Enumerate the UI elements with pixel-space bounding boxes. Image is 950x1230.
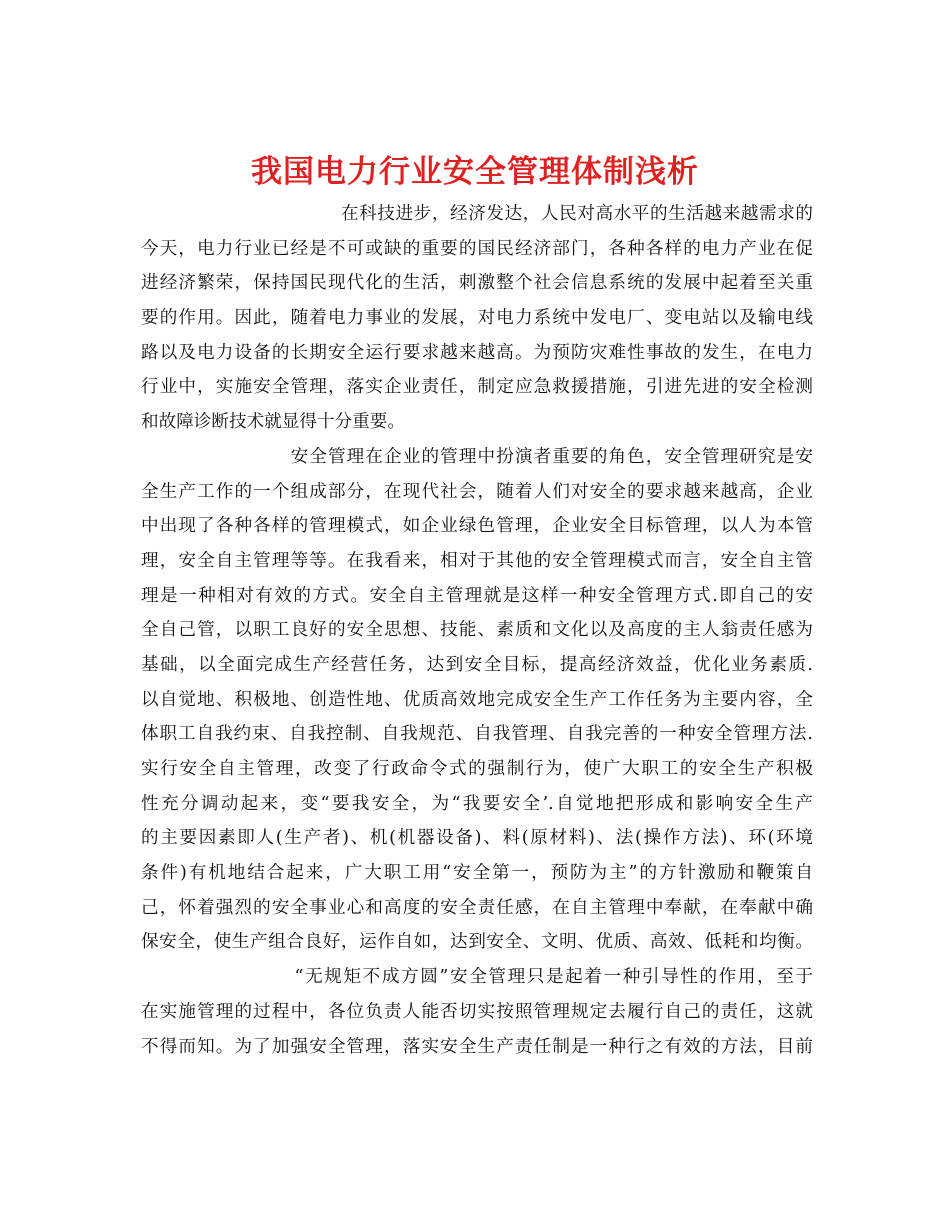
text-line: 进经济繁荣，保持国民现代化的生活，刺激整个社会信息系统的发展中起着至关重 [141,273,813,294]
text-line: 要的作用。因此，随着电力事业的发展，对电力系统中发电厂、变电站以及输电线 [141,308,813,329]
text-line: 不得而知。为了加强安全管理，落实安全生产责任制是一种行之有效的方法，目前 [141,1036,813,1057]
text-line: “无规矩不成方圆”安全管理只是起着一种引导性的作用，至于 [141,967,813,988]
text-line: 在科技进步，经济发达，人民对高水平的生活越来越需求的 [141,204,813,224]
text-line: 今天，电力行业已经是不可或缺的重要的国民经济部门，各种各样的电力产业在促 [141,238,813,259]
text-line: 体职工自我约束、自我控制、自我规范、自我管理、自我完善的一种安全管理方法. [141,724,813,745]
text-line: 保安全，使生产组合良好，运作自如，达到安全、文明、优质、高效、低耗和均衡。 [141,932,813,953]
text-line: 和故障诊断技术就显得十分重要。 [141,412,405,433]
text-line: 以自觉地、积极地、创造性地、优质高效地完成安全生产工作任务为主要内容，全 [141,689,813,710]
text-line: 性充分调动起来，变“要我安全，为“我要安全’.自觉地把形成和影响安全生产 [141,793,813,814]
body-text [141,197,813,1064]
text-line: 理是一种相对有效的方式。安全自主管理就是这样一种安全管理方式.即自己的安 [141,585,813,606]
text-line: 基础，以全面完成生产经营任务，达到安全目标，提高经济效益，优化业务素质. [141,654,813,675]
text-line: 全生产工作的一个组成部分，在现代社会，随着人们对安全的要求越来越高，企业 [141,481,813,502]
text-line: 条件)有机地结合起来，广大职工用“安全第一，预防为主”的方针激励和鞭策自 [141,863,813,884]
text-line: 行业中，实施安全管理，落实企业责任，制定应急救援措施，引进先进的安全检测 [141,377,813,398]
text-line: 全自己管，以职工良好的安全思想、技能、素质和文化以及高度的主人翁责任感为 [141,620,813,641]
text-line: 实行安全自主管理，改变了行政命令式的强制行为，使广大职工的安全生产积极 [141,759,813,779]
text-line: 路以及电力设备的长期安全运行要求越来越高。为预防灾难性事故的发生，在电力 [141,342,813,363]
document-title: 我国电力行业安全管理体制浅析 [251,153,699,190]
text-line: 的主要因素即人(生产者)、机(机器设备)、料(原材料)、法(操作方法)、环(环境 [141,828,813,849]
text-line: 理，安全自主管理等等。在我看来，相对于其他的安全管理模式而言，安全自主管 [141,550,813,571]
text-line: 在实施管理的过程中，各位负责人能否切实按照管理规定去履行自己的责任，这就 [141,1001,813,1022]
text-line: 中出现了各种各样的管理模式，如企业绿色管理，企业安全目标管理，以人为本管 [141,516,813,537]
text-line: 己，怀着强烈的安全事业心和高度的安全责任感，在自主管理中奉献，在奉献中确 [141,897,813,918]
text-line: 安全管理在企业的管理中扮演者重要的角色，安全管理研究是安 [141,446,813,467]
